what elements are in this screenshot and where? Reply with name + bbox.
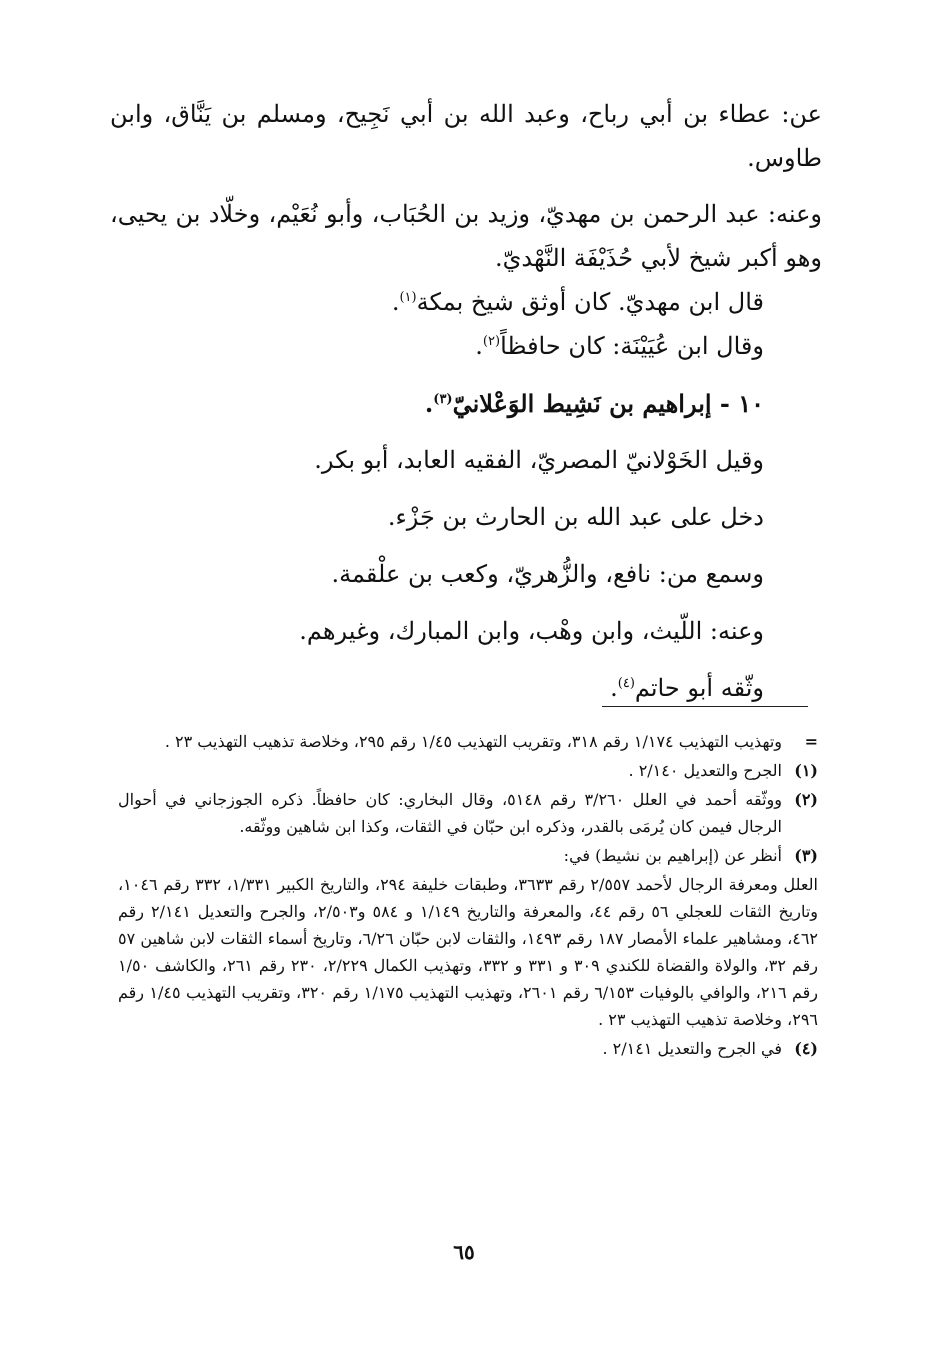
footnote-continuation xyxy=(118,728,818,755)
paragraph-authentication xyxy=(110,660,822,717)
footnote-1-mark: (١) xyxy=(794,761,818,780)
continuation-mark: = xyxy=(804,732,818,751)
quote-text: قال ابن مهديّ. كان أوثق شيخ بمكة xyxy=(416,288,764,316)
footnote-2-text: ووثّقه أحمد في العلل ٣/٢٦٠ رقم ٥١٤٨، وقال البخاري: كان حافظاً. ذكره الجوزجاني في أحوال الرجال فيمن كان يُرمَى بالقدر، وذكره ابن حبّان في الثقات، وكذا ابن شاهين ووثّقه. xyxy=(118,790,783,836)
paragraph-heard-from: وسمع من: نافع، والزُّهريّ، وكعب بن علْقمة. xyxy=(331,560,764,588)
paragraph-also-called: وقيل الخَوْلانيّ المصريّ، الفقيه العابد، أبو بكر. xyxy=(314,446,764,474)
entry-title-end: . xyxy=(424,389,434,418)
footnote-3 xyxy=(118,842,818,869)
paragraph-ibn-mahdi-quote xyxy=(110,280,822,324)
footnote-3-text: أنظر عن (إبراهيم بن نشيط) في: xyxy=(563,846,782,865)
footnote-ref-3[interactable]: (٣) xyxy=(433,392,453,407)
footnote-separator xyxy=(602,706,808,707)
paragraph-narrators-from-him: وعنه: عبد الرحمن بن مهديّ، وزيد بن الحُبَاب، وأبو نُعَيْم، وخلّاد بن يحيى، وهو أكبر شيخ لأبي حُذَيْفَة النَّهْديّ. xyxy=(110,200,822,272)
quote-text: وقال ابن عُيَيْنَة: كان حافظاً xyxy=(500,332,764,360)
footnote-2-mark: (٢) xyxy=(794,790,818,809)
paragraph-ibn-uyayna-quote xyxy=(110,324,822,368)
main-text xyxy=(110,92,822,717)
footnote-3-sources: العلل ومعرفة الرجال لأحمد ٢/٥٥٧ رقم ٣٦٣٣، وطبقات خليفة ٢٩٤، والتاريخ الكبير ١/٣٣١، ٣٣٢ رقم ١٠٤٦، وتاريخ الثقات للعجلي ٥٦ رقم ٤٤، والمعرفة والتاريخ ١/١٤٩ و ٥٨٤ و٢/٥٠٣، والجرح والتعديل ٢/١٤١ رقم ٤٦٢، ومشاهير علماء الأمصار ١٨٧ رقم ١٤٩٣، والثقات لابن حبّان ٦/٢٦، وتاريخ أسماء الثقات لابن شاهين ٥٧ رقم ٣٢، والولاة والقضاة للكندي ٣٠٩ و ٣٣١ و ٣٣٢، وتهذيب الكمال ٢/٢٢٩، ٢٣٠ رقم ٢٦١، والكاشف ١/٥٠ رقم ٢١٦، والوافي بالوفيات ٦/١٥٣ رقم ٢٦٠١، وتهذيب التهذيب ١/١٧٥ رقم ٣٢٠، وتقريب التهذيب ١/٤٥ رقم ٢٩٦، وخلاصة تذهيب التهذيب ٢٣ . xyxy=(118,875,819,1029)
footnote-1 xyxy=(118,757,818,784)
entry-heading xyxy=(110,382,822,426)
auth-end: . xyxy=(610,674,618,702)
entry-title: ١٠ - إبراهيم بن نَشِيط الوَعْلانيّ xyxy=(452,389,764,418)
footnote-4 xyxy=(118,1035,818,1062)
footnote-3-mark: (٣) xyxy=(794,846,818,865)
footnotes xyxy=(118,728,818,1064)
footnote-4-text: في الجرح والتعديل ٢/١٤١ . xyxy=(602,1039,782,1058)
quote-end: . xyxy=(391,288,400,316)
footnote-ref-1[interactable]: (١) xyxy=(399,290,417,305)
auth-text: وثّقه أبو حاتم xyxy=(634,674,764,702)
footnote-ref-2[interactable]: (٢) xyxy=(482,334,501,349)
footnote-2 xyxy=(118,786,818,840)
paragraph-students: وعنه: اللّيث، وابن وهْب، وابن المبارك، وغيرهم. xyxy=(299,617,764,645)
page-number: ٦٥ xyxy=(453,1240,475,1264)
paragraph-visited: دخل على عبد الله بن الحارث بن جَزْء. xyxy=(387,503,764,531)
continuation-text: وتهذيب التهذيب ١/١٧٤ رقم ٣١٨، وتقريب التهذيب ١/٤٥ رقم ٢٩٥، وخلاصة تذهيب التهذيب ٢٣ . xyxy=(164,732,782,751)
footnote-4-mark: (٤) xyxy=(794,1039,818,1058)
footnote-1-text: الجرح والتعديل ٢/١٤٠ . xyxy=(628,761,782,780)
paragraph-narrated-from: عن: عطاء بن أبي رباح، وعبد الله بن أبي نَجِيح، ومسلم بن يَنَّاق، وابن طاوس. xyxy=(110,100,822,172)
quote-end: . xyxy=(475,332,483,360)
footnote-ref-4[interactable]: (٤) xyxy=(617,676,635,691)
